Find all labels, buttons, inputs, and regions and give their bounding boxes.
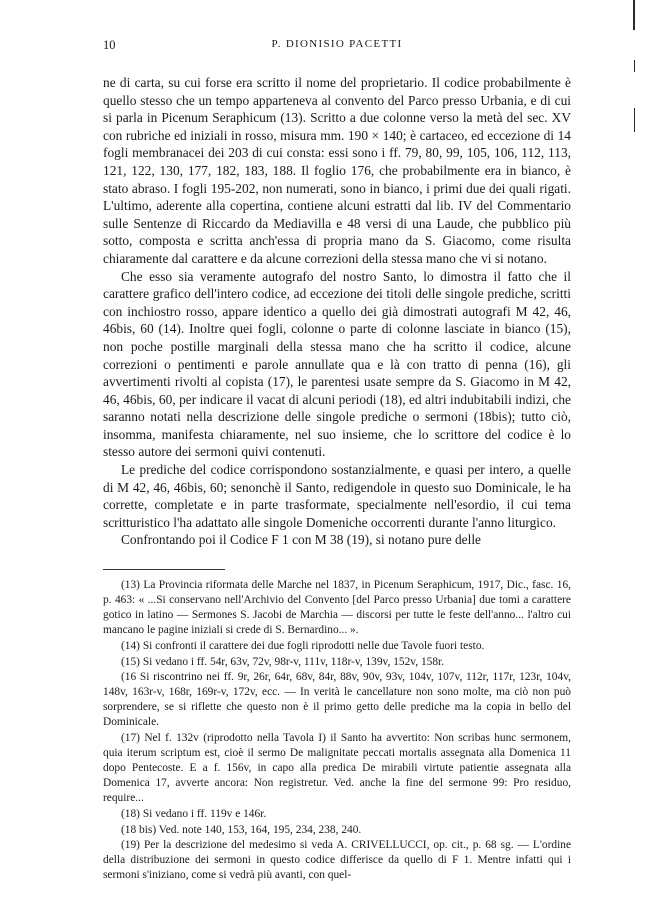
paragraph: Confrontando poi il Codice F 1 con M 38 (19), si notano pure delle	[121, 532, 482, 548]
footnotes	[103, 578, 571, 883]
paragraph: ne di carta, su cui forse era scritto il nome del proprietario. Il codice probabilmente è quello stesso che un tempo apparteneva al convento del Parco presso Urbania, e di cui si parla in Picenum Seraphicum (13). Scritto a due colonne verso la metà del sec. XV con rubriche ed iniziali in rosso, misura mm. 190 × 140; è cartaceo, ed eccezione di 14 fogli membranacei dei 203 di cui consta: essi sono i ff. 79, 80, 99, 105, 106, 112, 113, 121, 122, 130, 177, 182, 183, 188. Il foglio 176, che probabilmente era in bianco, è stato abraso. I fogli 195-202, non numerati, sono in bianco, i primi due dei quali rigati. L'ultimo, aderente alla copertina, contiene alcuni estratti dal lib. IV del Commentario sulle Sentenze di Riccardo da Mediavilla e 48 versi di una Laude, che pubblico più sotto, composta e scritta anch'essa di propria mano da S. Giacomo, come risulta chiaramente dal carattere e da alcune correzioni della stessa mano che vi si notano.	[103, 75, 571, 266]
footnote: (19) Per la descrizione del medesimo si veda A. CRIVELLUCCI, op. cit., p. 68 sg. — L'ordine della distribuzione dei sermoni in questo codice differisce da quello di F 1. Mentre infatti qui i sermoni s'iniziano, come si vedrà più avanti, con quel-	[103, 839, 571, 882]
main-text	[103, 74, 571, 549]
footnote: (15) Si vedano i ff. 54r, 63v, 72v, 98r-v, 111v, 118r-v, 139v, 152v, 158r.	[121, 655, 445, 668]
footnote: (13) La Provincia riformata delle Marche nel 1837, in Picenum Seraphicum, 1917, Dic., fasc. 16, p. 463: « ...Si conservano nell'Archivio del Convento [del Parco presso Urbania] due tomi a carattere gotico in latino — Sermones S. Jacobi de Marchia — discorsi per tutte le feste dell'anno... l'altro cui mancano le pagine iniziali si crede di S. Bernardino... ».	[103, 579, 571, 636]
page-number: 10	[103, 38, 116, 52]
page-edge-mark	[634, 108, 635, 132]
footnote: (18) Si vedano i ff. 119v e 146r.	[121, 807, 267, 820]
footnote: (17) Nel f. 132v (riprodotto nella Tavola I) il Santo ha avvertito: Non scribas hunc sermonem, quia iterum scriptum est, cioè il sermo De malignitate peccati mortalis assegnata alla Domenica 11 dopo Pentecoste. E a f. 156v, in capo alla predica De mirabili virtute patientie assegnata alla Domenica 17, avverte ancora: Non registretur. Ved. anche la fine del sermone 99: Pro residuo, require...	[103, 732, 571, 804]
footnote: (18 bis) Ved. note 140, 153, 164, 195, 234, 238, 240.	[121, 823, 362, 836]
page	[103, 38, 571, 884]
paragraph: Le prediche del codice corrispondono sostanzialmente, e quasi per intero, a quelle di M 42, 46, 46bis, 60; senonchè il Santo, redigendole in questo suo Dominicale, le ha corrette, completate e in parte trasformate, specialmente nell'esordio, il cui tema scritturistico l'ha adattato alle singole Domeniche occorrenti durante l'anno liturgico.	[103, 462, 571, 530]
page-edge-mark	[633, 0, 635, 30]
paragraph: Che esso sia veramente autografo del nostro Santo, lo dimostra il fatto che il carattere grafico dell'intero codice, ad eccezione dei titoli delle singole prediche, scritti con inchiostro rosso, appare identico a quello dei già dimostrati autografi M 42, 46, 46bis, 60 (14). Inoltre quei fogli, colonne o parte di colonne lasciate in bianco (15), non poche postille marginali della stessa mano che ha scritto il codice, alcune correzioni o pentimenti e parole annullate qua e là con tratto di penna (16), gli avvertimenti rivolti al copista (17), le parentesi usate sempre da S. Giacomo in M 42, 46, 46bis, 60, per indicare il vacat di alcuni periodi (18), ed altri indubitabili indizi, che saranno notati nella descrizione delle singole prediche o sermoni (18bis); tutto ciò, insomma, manifesta chiaramente, nel suo insieme, che lo scrittore del codice è lo stesso autore dei sermoni quivi contenuti.	[103, 268, 571, 460]
footnote: (14) Si confronti il carattere dei due fogli riprodotti nelle due Tavole fuori testo.	[121, 639, 485, 652]
running-title: P. DIONISIO PACETTI	[271, 38, 403, 50]
footnote: (16 Si riscontrino nei ff. 9r, 26r, 64r, 68v, 84r, 88v, 90v, 93v, 104v, 107v, 112r, 117r, 123r, 104v, 148v, 163r-v, 168r, 169r-v, 172v, ecc. — In verità le cancellature non sono molte, ma ciò non può sorprendere, se si riflette che questo non è il primo getto delle prediche ma la copia in bello del Dominicale.	[103, 671, 571, 729]
page-header	[103, 38, 571, 60]
footnote-separator	[103, 569, 225, 570]
page-edge-mark	[634, 60, 635, 72]
